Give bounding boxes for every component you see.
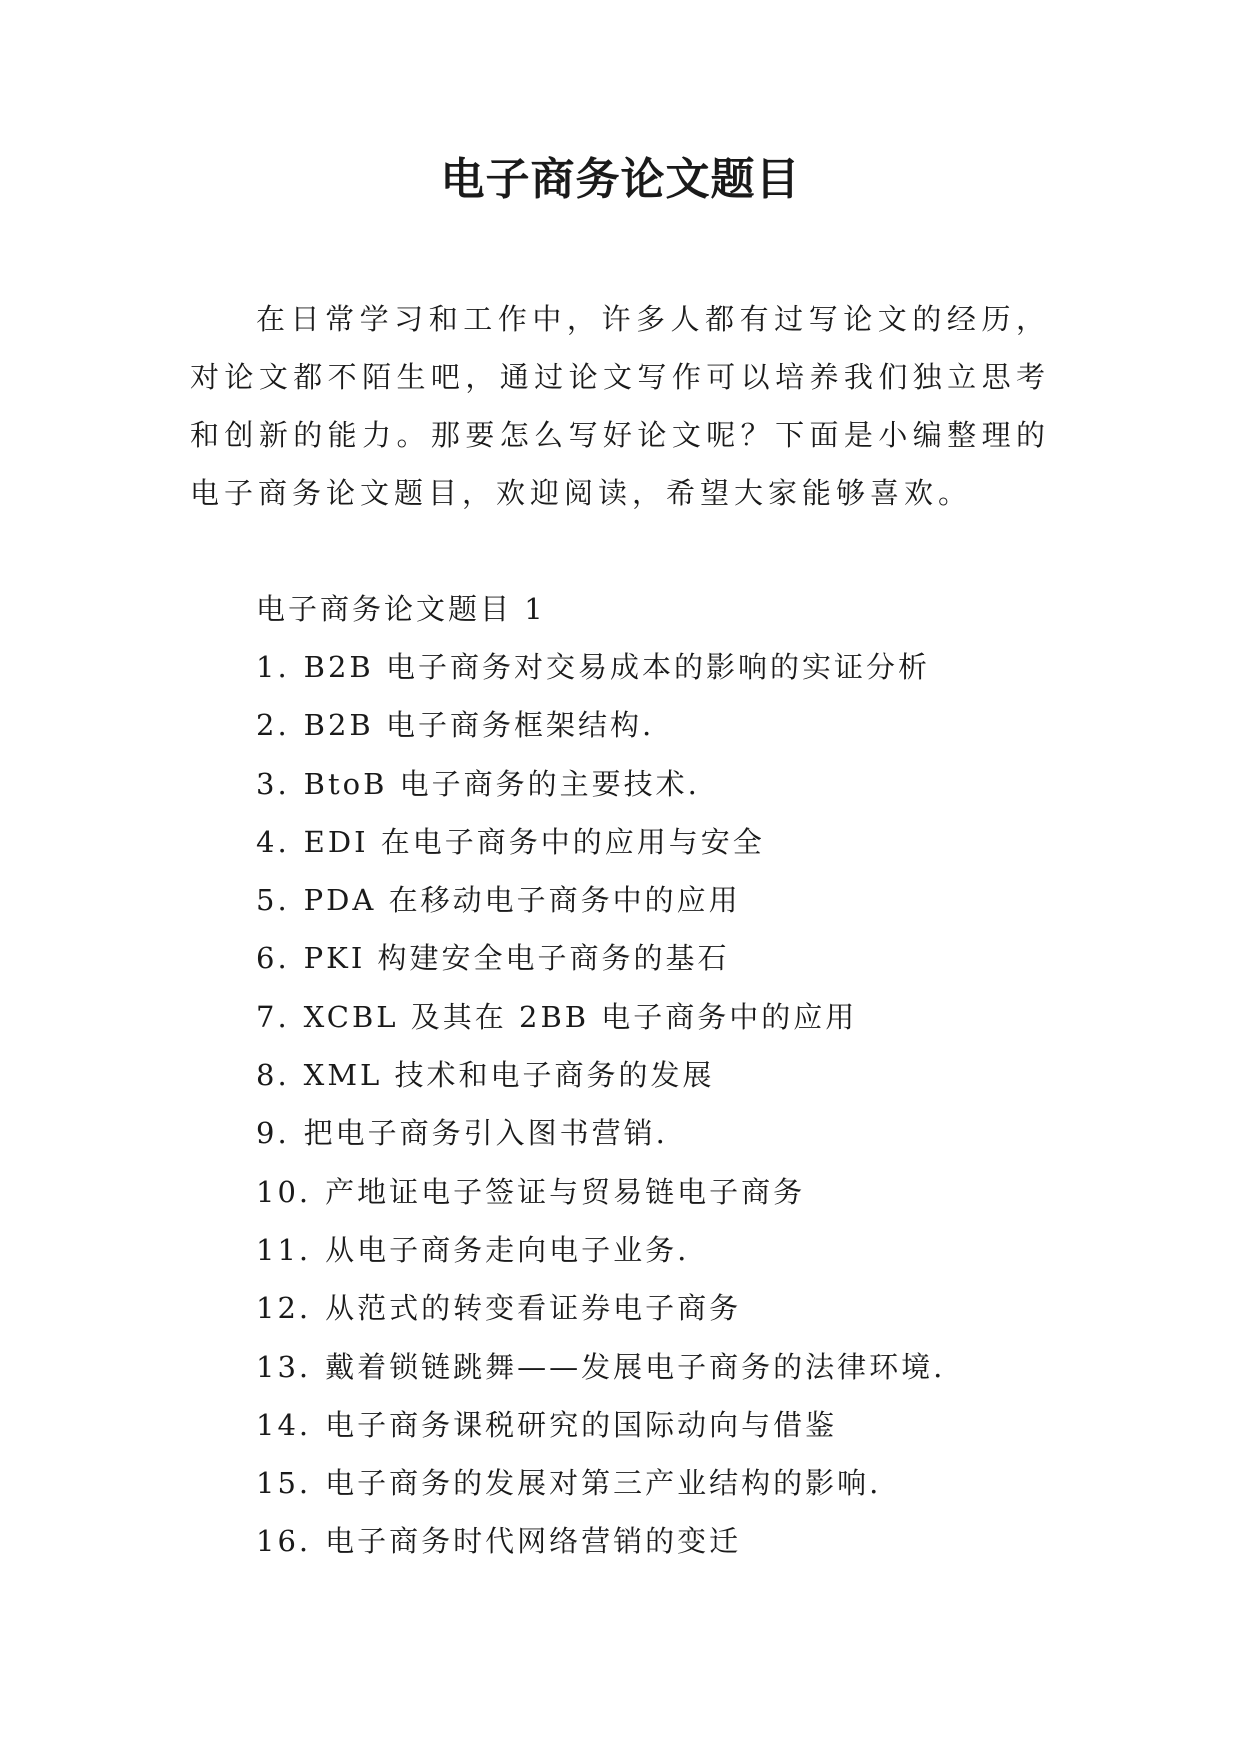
page-title: 电子商务论文题目 — [440, 154, 801, 205]
intro-paragraph: 在日常学习和工作中，许多人都有过写论文的经历，对论文都不陌生吧，通过论文写作可以培养我们独立思考和创新的能力。那要怎么写好论文呢？下面是小编整理的电子商务论文题目，欢迎阅读，希望大家能够喜欢。 — [190, 302, 1050, 510]
list-item-text: XML 技术和电子商务的发展 — [303, 1058, 715, 1093]
list-item-text: 从范式的转变看证券电子商务 — [325, 1291, 742, 1326]
list-item-number: 6. — [256, 941, 290, 976]
list-item-number: 10. — [256, 1174, 312, 1209]
list-item-number: 15. — [256, 1466, 312, 1501]
list-item-text: 戴着锁链跳舞——发展电子商务的法律环境. — [325, 1349, 946, 1384]
list-item-text: 产地证电子签证与贸易链电子商务 — [325, 1174, 806, 1209]
list-item — [256, 755, 945, 813]
list-item — [256, 1046, 945, 1104]
list-item-text: PDA 在移动电子商务中的应用 — [303, 883, 741, 918]
list-item — [256, 813, 945, 871]
list-item-number: 3. — [256, 766, 290, 801]
list-item — [256, 1163, 945, 1221]
list-item — [256, 988, 945, 1046]
list-item-text: B2B 电子商务对交易成本的影响的实证分析 — [303, 650, 930, 684]
list-item-number: 11. — [256, 1232, 312, 1267]
list-item-number: 7. — [256, 999, 290, 1034]
list-item-text: BtoB 电子商务的主要技术. — [303, 766, 700, 801]
list-item-text: 电子商务课税研究的国际动向与借鉴 — [325, 1407, 838, 1442]
list-item — [256, 1104, 945, 1162]
list-item-text: B2B 电子商务框架结构. — [303, 708, 655, 743]
list-item — [256, 696, 945, 754]
list-item-number: 9. — [256, 1116, 290, 1151]
list-item — [256, 638, 945, 696]
list-item-number: 5. — [256, 883, 290, 918]
list-item-text: 从电子商务走向电子业务. — [325, 1232, 690, 1267]
list-item — [256, 1338, 945, 1396]
list-item — [256, 1221, 945, 1279]
list-item — [256, 1396, 945, 1454]
list-item — [256, 929, 945, 987]
list-item — [256, 1512, 945, 1570]
list-item-number: 8. — [256, 1058, 290, 1093]
list-item — [256, 1279, 945, 1337]
list-item-text: 电子商务时代网络营销的变迁 — [325, 1524, 742, 1559]
list-item-number: 13. — [256, 1349, 312, 1384]
list-item-text: PKI 构建安全电子商务的基石 — [303, 941, 730, 976]
list-item-text: EDI 在电子商务中的应用与安全 — [303, 824, 765, 859]
topic-list — [256, 638, 945, 1571]
list-item-text: XCBL 及其在 2BB 电子商务中的应用 — [303, 999, 858, 1034]
list-item-number: 4. — [256, 824, 290, 859]
list-item-number: 1. — [256, 650, 290, 684]
list-item-number: 14. — [256, 1407, 312, 1442]
list-item-number: 16. — [256, 1524, 312, 1559]
list-item — [256, 871, 945, 929]
list-item-text: 把电子商务引入图书营销. — [303, 1116, 668, 1151]
list-item-number: 2. — [256, 708, 290, 743]
list-item-text: 电子商务的发展对第三产业结构的影响. — [325, 1466, 882, 1501]
section-heading: 电子商务论文题目 1 — [256, 592, 546, 626]
list-item-number: 12. — [256, 1291, 312, 1326]
list-item — [256, 1454, 945, 1512]
